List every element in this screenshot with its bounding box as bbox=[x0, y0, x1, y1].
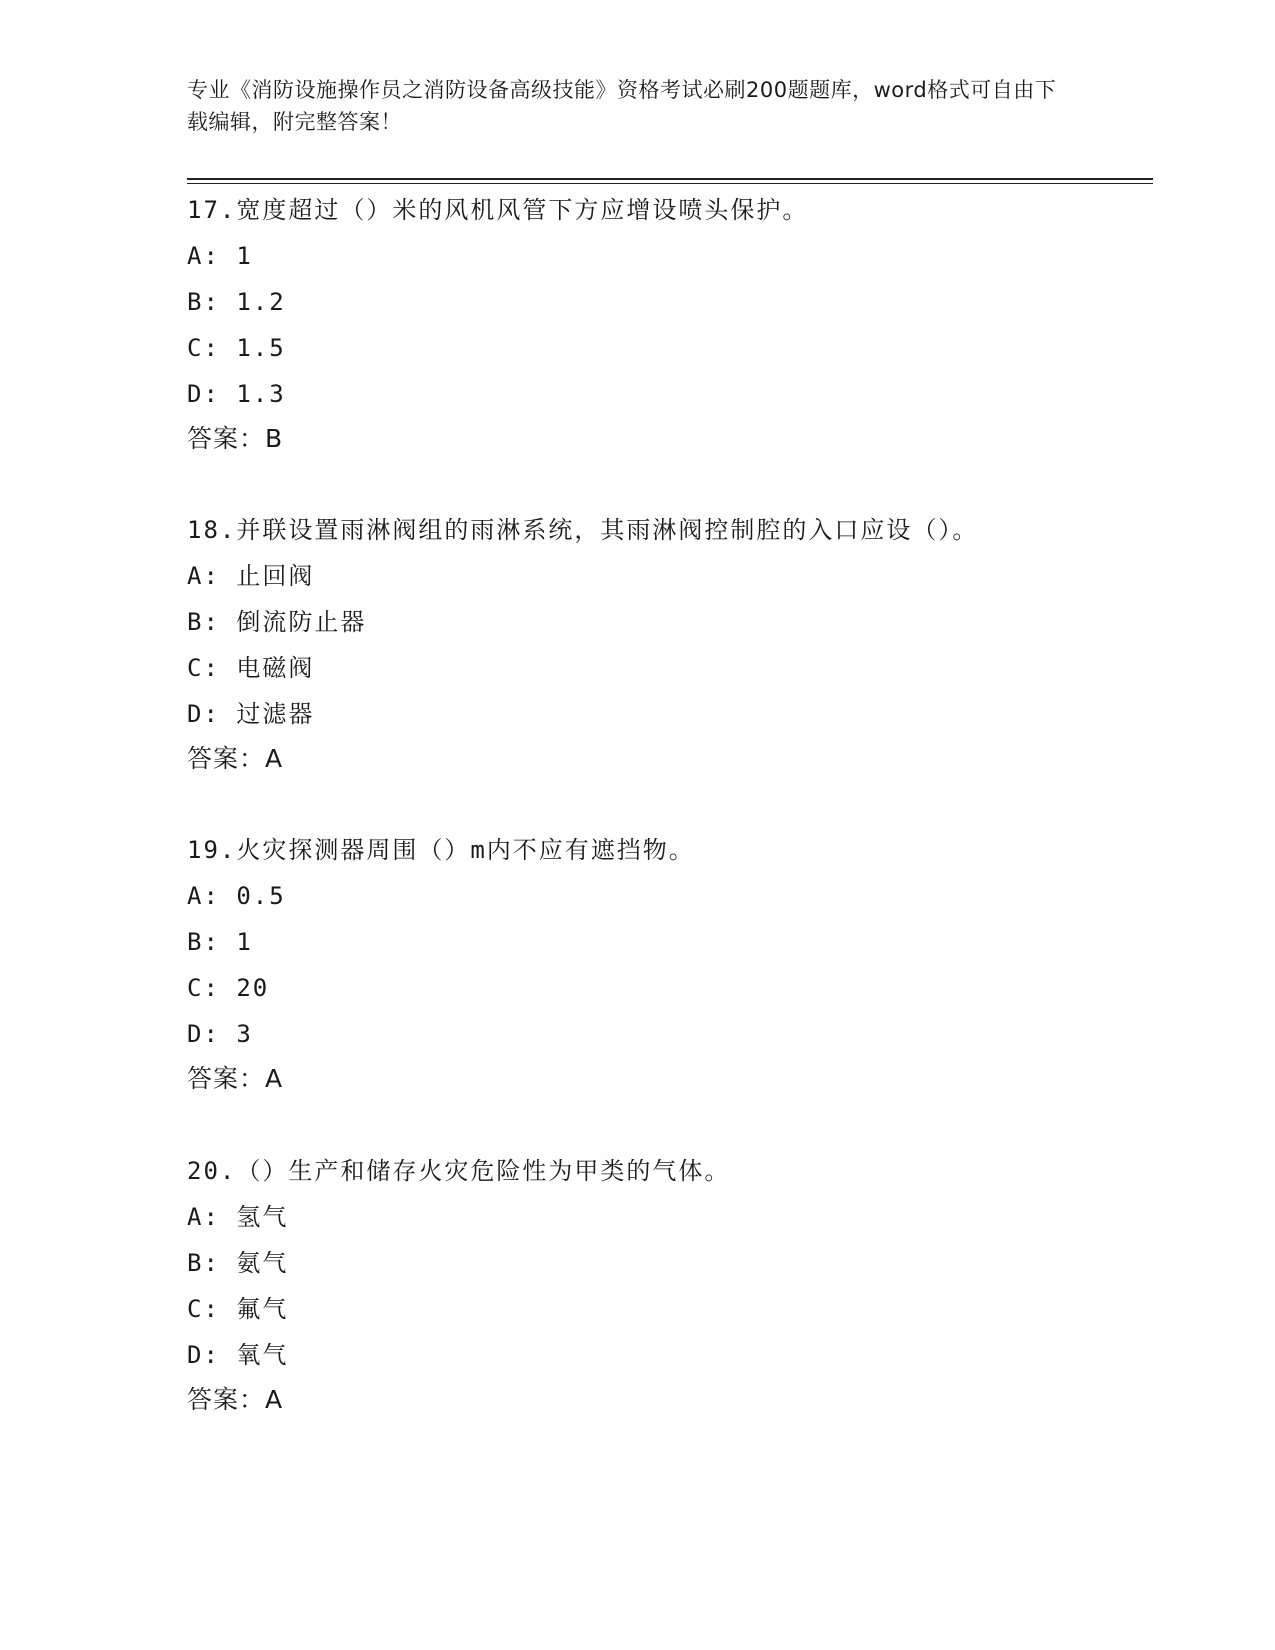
option-b: B: 氨气 bbox=[187, 1249, 289, 1277]
option-c: C: 1.5 bbox=[187, 334, 286, 362]
question-text: 20.（）生产和储存火灾危险性为甲类的气体。 bbox=[187, 1157, 731, 1185]
option-b: B: 1.2 bbox=[187, 288, 286, 316]
question-18 bbox=[187, 507, 1147, 781]
option-b: B: 1 bbox=[187, 928, 253, 956]
option-d: D: 过滤器 bbox=[187, 700, 315, 728]
option-a: A: 氢气 bbox=[187, 1203, 289, 1231]
option-c: C: 20 bbox=[187, 974, 270, 1002]
option-c: C: 电磁阀 bbox=[187, 654, 315, 682]
option-d: D: 氧气 bbox=[187, 1341, 289, 1369]
answer: 答案：B bbox=[187, 424, 284, 453]
answer: 答案：A bbox=[187, 1064, 284, 1093]
question-text: 18.并联设置雨淋阀组的雨淋系统，其雨淋阀控制腔的入口应设（）。 bbox=[187, 516, 979, 544]
answer: 答案：A bbox=[187, 744, 284, 773]
question-19 bbox=[187, 827, 1147, 1101]
option-d: D: 3 bbox=[187, 1020, 253, 1048]
option-a: A: 1 bbox=[187, 242, 253, 270]
option-b: B: 倒流防止器 bbox=[187, 608, 367, 636]
option-a: A: 0.5 bbox=[187, 882, 286, 910]
header-divider-thick bbox=[187, 178, 1153, 180]
option-c: C: 氟气 bbox=[187, 1295, 289, 1323]
option-a: A: 止回阀 bbox=[187, 562, 315, 590]
question-text: 19.火灾探测器周围（）m内不应有遮挡物。 bbox=[187, 836, 695, 864]
option-d: D: 1.3 bbox=[187, 380, 286, 408]
answer: 答案：A bbox=[187, 1385, 284, 1414]
header-divider-thin bbox=[187, 183, 1153, 184]
question-17 bbox=[187, 187, 1147, 461]
question-20 bbox=[187, 1148, 1147, 1422]
document-header bbox=[187, 74, 1067, 138]
header-title: 专业《消防设施操作员之消防设备高级技能》资格考试必刷200题题库，word格式可自由下载编辑，附完整答案！ bbox=[187, 78, 1057, 134]
question-text: 17.宽度超过（）米的风机风管下方应增设喷头保护。 bbox=[187, 196, 809, 224]
